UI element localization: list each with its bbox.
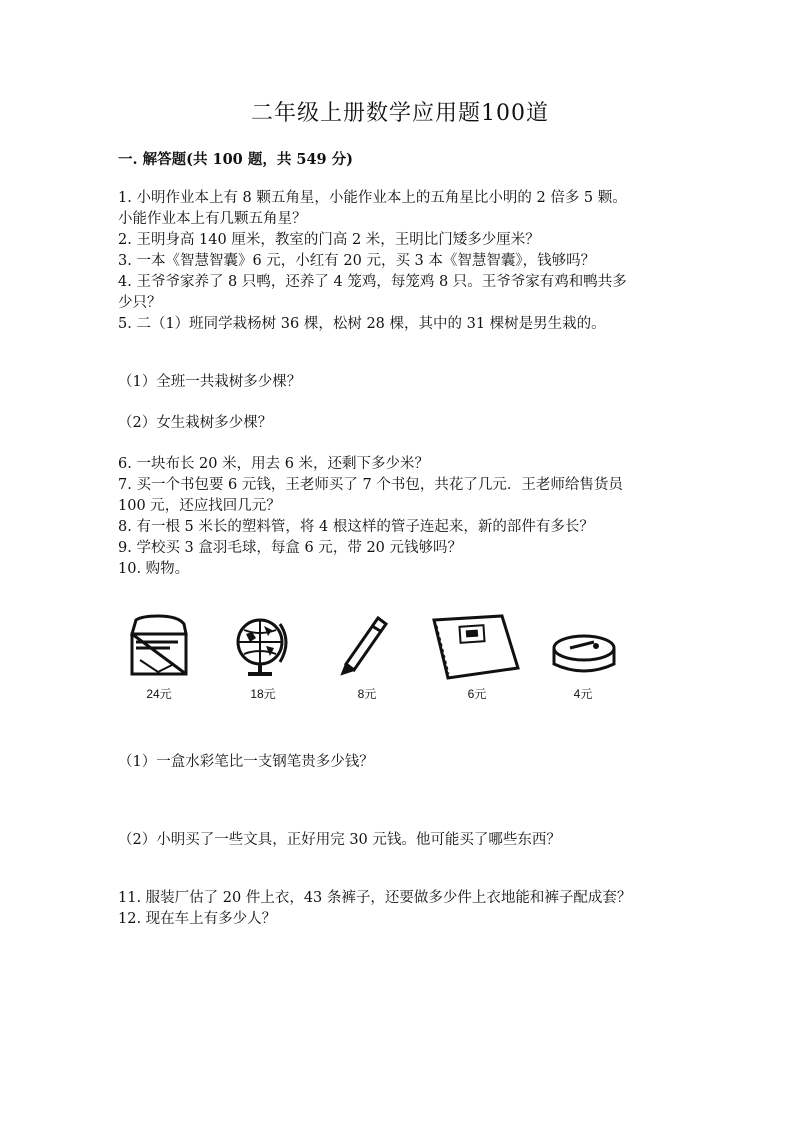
- question-8: 8. 有一根 5 米长的塑料管，将 4 根这样的管子连起来，新的部件有多长？: [118, 519, 594, 535]
- sharpener-icon: [544, 612, 624, 682]
- watercolor-box-icon: [118, 612, 198, 682]
- question-1-line-1: 1. 小明作业本上有 8 颗五角星，小能作业本上的五角星比小明的 2 倍多 5 颗。: [118, 190, 627, 206]
- price-label: 24元: [146, 687, 172, 701]
- question-9: 9. 学校买 3 盒羽毛球，每盒 6 元，带 20 元钱够吗？: [118, 540, 462, 556]
- item-notebook: [426, 612, 536, 708]
- globe-icon: [222, 612, 302, 682]
- question-12: 12. 现在车上有多少人？: [118, 911, 277, 927]
- question-4-line-2: 少只？: [118, 295, 162, 311]
- question-7-line-2: 100 元，还应找回几元？: [118, 498, 281, 514]
- question-7-line-1: 7. 买一个书包要 6 元钱，王老师买了 7 个书包，共花了几元．王老师给售货员: [118, 477, 623, 493]
- question-4-line-1: 4. 王爷爷家养了 8 只鸭，还养了 4 笼鸡，每笼鸡 8 只。王爷爷家有鸡和鸭共多: [118, 274, 627, 290]
- question-10: 10. 购物。: [118, 561, 190, 577]
- shopping-items: [118, 612, 638, 712]
- question-3: 3. 一本《智慧智囊》6 元，小红有 20 元，买 3 本《智慧智囊》，钱够吗？: [118, 253, 596, 269]
- question-11: 11. 服装厂估了 20 件上衣，43 条裤子，还要做多少件上衣地能和裤子配成套？: [118, 890, 632, 906]
- question-5-part-1: （1）全班一共栽树多少棵？: [118, 374, 302, 390]
- page-title: 二年级上册数学应用题100道: [251, 101, 549, 126]
- item-sharpener: [544, 612, 654, 708]
- section-heading: 一. 解答题(共 100 题，共 549 分): [118, 151, 354, 168]
- notebook-icon: [426, 612, 526, 682]
- question-2: 2. 王明身高 140 厘米，教室的门高 2 米，王明比门矮多少厘米？: [118, 232, 540, 248]
- item-pen: [326, 612, 436, 708]
- question-10-part-2: （2）小明买了一些文具，正好用完 30 元钱。他可能买了哪些东西？: [118, 832, 561, 848]
- pen-icon: [326, 612, 406, 682]
- price-label: 6元: [467, 687, 487, 701]
- question-10-part-1: （1）一盒水彩笔比一支钢笔贵多少钱？: [118, 754, 374, 770]
- question-5-part-2: （2）女生栽树多少棵？: [118, 415, 273, 431]
- price-label: 4元: [573, 687, 593, 701]
- price-label: 18元: [250, 687, 276, 701]
- question-6: 6. 一块布长 20 米，用去 6 米，还剩下多少米？: [118, 456, 430, 472]
- price-label: 8元: [357, 687, 377, 701]
- question-5: 5. 二（1）班同学栽杨树 36 棵，松树 28 棵，其中的 31 棵树是男生栽的。: [118, 316, 606, 332]
- question-1-line-2: 小能作业本上有几颗五角星？: [118, 211, 307, 227]
